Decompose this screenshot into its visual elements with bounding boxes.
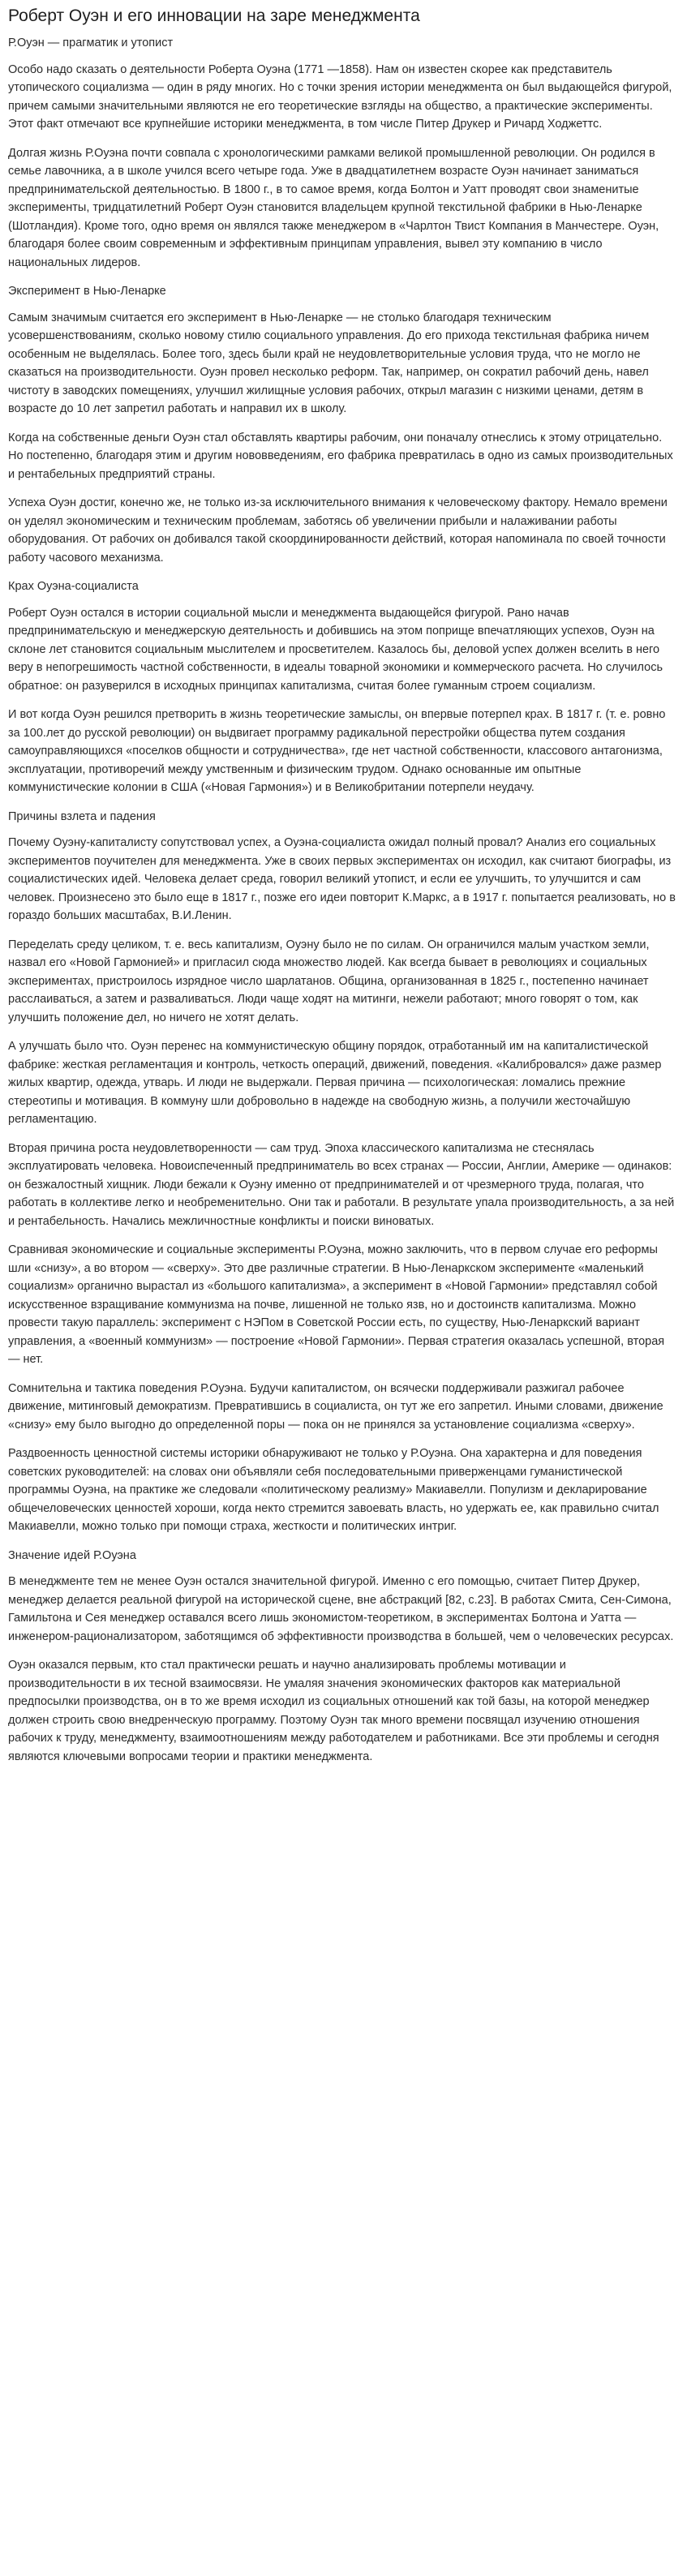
section-paragraph: Роберт Оуэн остался в истории социальной мысли и менеджмента выдающейся фигурой. Рано начав предпринимательскую и менеджерскую деятельность и добившись на этом поприще впечатляющих успехов, Оуэн на склоне лет становится социальным мыслителем и просветителем. Казалось бы, деловой успех должен вселить в него веру в непогрешимость частной собственности, в идеалы товарной экономики и коммерческого расчета. Но случилось обратное: он разуверился в исходных принципах капитализма, считая более гуманным строем социализм.: [8, 606, 663, 693]
section-heading-significance: Значение идей Р.Оуэна: [8, 1548, 136, 1562]
section-paragraph: Оуэн оказался первым, кто стал практически решать и научно анализировать проблемы мотивации и производительности в их тесной взаимосвязи. Не умаляя значения экономических факторов как материальной предпосылки производства, он в то же время исходил из социальных отношений как той базы, на которой менеджер должен строить свою внедренческую программу. Поэтому Оуэн так много времени посвящал изучению отношения рабочих к труду, менеджменту, взаимоотношениям между работодателем и работниками. Все эти проблемы и сегодня являются ключевыми вопросами теории и практики менеджмента.: [8, 1659, 659, 1763]
section-paragraph: Вторая причина роста неудовлетворенности — сам труд. Эпоха классического капитализма не стеснялась эксплуатировать человека. Новоиспеченный предприниматель во всех странах — России, Англии, Америке — одинаков: он безжалостный хищник. Люди бежали к Оуэну именно от предпринимателей и от чрезмерного труда, полагая, что работать в коллективе легко и необременительно. Они так и работали. В результате упала производительность, а за ней и рентабельность. Начались межличностные конфликты и поиски виноватых.: [8, 1141, 675, 1228]
section-paragraph: Самым значимым считается его эксперимент в Нью-Ленарке — не столько благодаря техническим усовершенствованиям, сколько новому стилю социального управления. До его прихода текстильная фабрика ничем особенным не выделялась. Более того, здесь были край не неудовлетворительные условия труда, что не могло не сказаться на производительности. Оуэн провел несколько реформ. Так, например, он сократил рабочий день, навел чистоту в заводских помещениях, улучшил жилищные условия рабочих, открыл магазин с низкими ценами, детям в возрасте до 10 лет запретил работать и направил их в школу.: [8, 311, 650, 415]
section-paragraph: И вот когда Оуэн решился претворить в жизнь теоретические замыслы, он впервые потерпел крах. В 1817 г. (т. е. ровно за 100.лет до русской революции) он выдвигает программу радикальной перестройки общества путем создания самоуправляющихся «поселков общности и сотрудничества», где нет частной собственности, классового антагонизма, эксплуатации, противоречий между умственным и физическим трудом. Однако основанные им опытные коммунистические колонии в США («Новая Гармония») и в Великобритании потерпели неудачу.: [8, 708, 666, 794]
section-paragraph: Раздвоенность ценностной системы историки обнаруживают не только у Р.Оуэна. Она характерна и для поведения советских руководителей: на словах они объявляли себя последовательными приверженцами гуманистической программы Оуэна, на практике же следовали «политическому реализму» Макиавелли. Популизм и декларирование общечеловеческих ценностей хороши, когда некто стремится завоевать власть, но удержать ее, как правильно считал Макиавелли, можно только при помощи страха, жесткости и политических интриг.: [8, 1447, 659, 1533]
section-heading-new-lanark: Эксперимент в Нью-Ленарке: [8, 285, 166, 298]
page-title: Роберт Оуэн и его инновации на заре менеджмента: [8, 6, 420, 25]
article: [0, 6, 687, 1766]
section-paragraph: В менеджменте тем не менее Оуэн остался значительной фигурой. Именно с его помощью, считает Питер Друкер, менеджер делается реальной фигурой на исторической сцене, вне абстракций [82, с.23]. В работах Смита, Сен-Симона, Гамильтона и Сея менеджер оставался всего лишь экономистом-теоретиком, в экспериментах Болтона и Уатта — инженером-рационализатором, заботящимся об эффективности производства в большей, чем о человеческих ресурсах.: [8, 1575, 674, 1643]
section-paragraph: А улучшать было что. Оуэн перенес на коммунистическую общину порядок, отработанный им на капиталистической фабрике: жесткая регламентация и контроль, четкость операций, движений, поведения. «Калибровался» даже размер жилых квартир, одежда, утварь. И люди не выдержали. Первая причина — психологическая: ломались прежние стереотипы и мотивация. В коммуну шли добровольно в надежде на свободную жизнь, а получили жесточайшую регламентацию.: [8, 1040, 662, 1126]
section-paragraph: Когда на собственные деньги Оуэн стал обставлять квартиры рабочим, они поначалу отнеслись к этому отрицательно. Но постепенно, благодаря этим и другим нововведениям, его фабрика превратилась в одно из самых производительных и рентабельных предприятий страны.: [8, 431, 673, 481]
section-heading-collapse: Крах Оуэна-социалиста: [8, 580, 139, 593]
article-subtitle: Р.Оуэн — прагматик и утопист: [8, 36, 174, 49]
section-heading-reasons: Причины взлета и падения: [8, 809, 156, 823]
section-paragraph: Сомнительна и тактика поведения Р.Оуэна. Будучи капиталистом, он всячески поддерживали разжигал рабочее движение, митинговый демократизм. Превратившись в социалиста, он тут же его запретил. Иными словами, движение «снизу» ему было выгодно до определенной поры — пока он не принялся за установление социализма «сверху».: [8, 1381, 663, 1432]
intro-paragraph-2: Долгая жизнь Р.Оуэна почти совпала с хронологическими рамками великой промышленной революции. Он родился в семье лавочника, а в школе учился всего четыре года. Уже в двадцатилетнем возрасте Оуэн начинает заниматься предпринимательской деятельностью. В 1800 г., в то самое время, когда Болтон и Уатт проводят свои знаменитые эксперименты, тридцатилетний Роберт Оуэн становится владельцем крупной текстильной фабрики в Нью-Ленарке (Шотландия). Кроме того, одно время он являлся также менеджером в «Чарлтон Твист Компания в Манчестере. Оуэн, благодаря более своим современным и эффективным принципам управления, вывел эту компанию в число национальных лидеров.: [8, 146, 659, 269]
section-paragraph: Переделать среду целиком, т. е. весь капитализм, Оуэну было не по силам. Он ограничился малым участком земли, назвал его «Новой Гармонией» и пригласил сюда множество людей. Как всегда бывает в революциях и социальных экспериментах, пристроилось изрядное число шарлатанов. Община, организованная в 1825 г., постепенно начинает расслаиваться, а затем и разваливаться. Люди чаще ходят на митинги, нежели работают; много говорят о том, как улучшить положение дел, но ничего не хотят делать.: [8, 938, 650, 1024]
section-paragraph: Сравнивая экономические и социальные эксперименты Р.Оуэна, можно заключить, что в первом случае его реформы шли «снизу», а во втором — «сверху». Это две различные стратегии. В Нью-Ленаркском эксперименте «маленький социализм» органично вырастал из «большого капитализма», а эксперимент в «Новой Гармонии» представлял собой искусственное взращивание коммунизма на почве, лишенной не только язв, но и достоинств капитализма. Можно провести такую параллель: эксперимент с НЭПом в Советской России есть, по существу, Нью-Ленаркский вариант управления, а «военный коммунизм» — построение «Новой Гармонии». Первая стратегия оказалась успешной, вторая — нет.: [8, 1243, 665, 1366]
section-paragraph: Почему Оуэну-капиталисту сопутствовал успех, а Оуэна-социалиста ожидал полный провал? Анализ его социальных экспериментов поучителен для менеджмента. Уже в своих первых экспериментах он исходил, как считают биографы, из социалистических идей. Человека делает среда, говорил великий утопист, и если ее улучшить, то улучшится и сам человек. Произнесено это было еще в 1817 г., позже его идеи повторит К.Маркс, а в 1917 г. попытается реализовать, но в гораздо больших масштабах, В.И.Ленин.: [8, 836, 676, 922]
intro-paragraph-1: Особо надо сказать о деятельности Роберта Оуэна (1771 —1858). Нам он известен скорее как представитель утопического социализма — один в ряду многих. Но с точки зрения истории менеджмента он был выдающейся фигурой, причем самыми значительными являются не его теоретические взгляды на общество, а практические эксперименты. Этот факт отмечают все крупнейшие историки менеджмента, в том числе Питер Друкер и Ричард Ходжеттс.: [8, 62, 672, 131]
section-paragraph: Успеха Оуэн достиг, конечно же, не только из-за исключительного внимания к человеческому фактору. Немало времени он уделял экономическим и техническим проблемам, заботясь об увеличении прибыли и налаживании работы оборудования. От рабочих он добивался такой скоординированности действий, которая напоминала по своей точности работу часового механизма.: [8, 496, 668, 565]
